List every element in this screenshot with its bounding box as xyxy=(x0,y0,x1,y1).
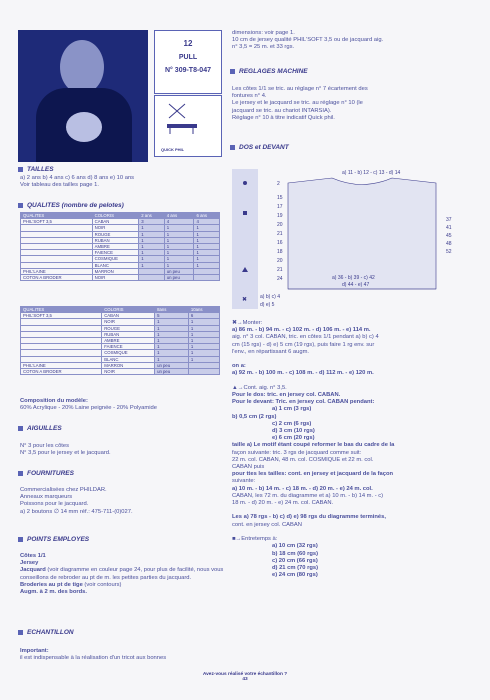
table-cell: 1 xyxy=(164,231,194,237)
instruction-line: pour ttes les tailles: cont. en jersey et jacquard de la façon xyxy=(232,471,394,478)
aiguilles-text: N° 3 pour les côtes N° 3,5 pour le jersey et le jacquard. xyxy=(20,443,111,457)
qualites-heading: QUALITES (nombre de pelotes) xyxy=(18,202,124,209)
diagram-bottom-1: a) b) c) 4 xyxy=(260,294,281,300)
table-cell: 1 xyxy=(139,256,164,262)
instruction-line: d) 21 cm (70 rgs) xyxy=(272,564,319,571)
table-cell: NOIR xyxy=(92,225,139,231)
garment-schematic xyxy=(232,163,472,315)
quick-phil-label: QUICK PHIL xyxy=(161,147,185,152)
diagram-right-number: 41 xyxy=(446,225,452,231)
table-cell: 1 xyxy=(164,237,194,243)
instruction-line: a) 92 m. - b) 100 m. - c) 108 m. - d) 112 m. - e) 120 m. xyxy=(232,370,374,377)
table-cell: 1 xyxy=(188,337,219,343)
table-cell: 1 xyxy=(188,319,219,325)
table-row xyxy=(21,368,220,374)
aiguilles-heading: AIGUILLES xyxy=(18,425,62,432)
table-cell: CABAN xyxy=(92,219,139,225)
table-cell: 4 xyxy=(194,219,220,225)
table-cell: NOIR xyxy=(102,319,155,325)
table-cell: RUBAN xyxy=(92,237,139,243)
table-cell: MARRON xyxy=(92,268,139,274)
instructions-text xyxy=(232,320,472,579)
instruction-line: cont. en jersey col. CABAN xyxy=(232,521,302,528)
diagram-left-number: 20 xyxy=(277,258,283,264)
table-cell: 1 xyxy=(194,237,220,243)
table-cell: 1 xyxy=(164,243,194,249)
diagram-left-number: 24 xyxy=(277,276,283,282)
table-cell: 1 xyxy=(188,331,219,337)
instruction-line: CABAN, les 72 m. du diagramme et a) 10 m. - b) 14 m. - c) xyxy=(232,492,384,499)
yarn-table-small-sizes xyxy=(20,212,220,281)
echantillon-text: Important: il est indispensable à la réalisation d'un tricot aux bonnes xyxy=(20,648,167,662)
instruction-line xyxy=(232,507,472,514)
table-cell: 1 xyxy=(139,237,164,243)
table-cell: FAIENCE xyxy=(92,250,139,256)
diagram-left-number: 18 xyxy=(277,249,283,255)
table-cell: 1 xyxy=(194,256,220,262)
instruction-line: 22 m. col. CABAN, 48 m. col. COSMIQUE et 22 m. col. xyxy=(232,456,374,463)
model-photo xyxy=(18,30,148,162)
echantillon-heading: ECHANTILLON xyxy=(18,629,74,636)
table-cell: un peu xyxy=(155,362,189,368)
table-cell: un peu xyxy=(164,274,194,280)
table-cell: 1 xyxy=(139,225,164,231)
table-cell: COTON A BRODER xyxy=(21,274,93,280)
table-cell: 1 xyxy=(139,250,164,256)
diagram-left-number: 15 xyxy=(277,195,283,201)
marker-square-icon xyxy=(243,211,247,215)
table-cell: un peu xyxy=(155,368,189,374)
model-reference: N° 309-T8-047 xyxy=(165,67,211,74)
table-cell: 4 xyxy=(164,219,194,225)
instruction-line: c) 20 cm (66 rgs) xyxy=(272,557,318,564)
table-cell: 1 xyxy=(155,350,189,356)
table-cell: PHIL'LAINE xyxy=(21,268,93,274)
table-cell: 5 xyxy=(155,313,189,319)
page-footer: Avez-vous réalisé votre échantillon ? 43 xyxy=(202,672,288,682)
diagram-left-number: 16 xyxy=(277,240,283,246)
reglages-heading: REGLAGES MACHINE xyxy=(230,68,308,75)
instruction-line: Pour le dos: tric. en jersey col. CABAN. xyxy=(232,392,341,399)
table-row xyxy=(21,274,220,280)
table-cell: ROUGE xyxy=(92,231,139,237)
table-header-cell: 6 ans xyxy=(194,213,220,219)
model-type: PULL xyxy=(178,54,198,61)
table-header-cell: 8ans xyxy=(155,307,189,313)
table-cell: RUBAN xyxy=(102,331,155,337)
table-cell: 1 xyxy=(155,325,189,331)
table-cell: COTON A BRODER xyxy=(21,368,102,374)
tailles-text: a) 2 ans b) 4 ans c) 6 ans d) 8 ans e) 10 ans Voir tableau des tailles page 1. xyxy=(20,175,135,189)
table-cell: ROUGE xyxy=(102,325,155,331)
table-cell: MARRON xyxy=(102,362,155,368)
table-header-cell: QUALITES xyxy=(21,213,93,219)
table-cell: 1 xyxy=(155,344,189,350)
instruction-line: e) 6 cm (20 rgs) xyxy=(272,435,315,442)
table-cell: 3 xyxy=(139,219,164,225)
table-cell: COSMIQUE xyxy=(102,350,155,356)
diagram-left-number: 19 xyxy=(277,213,283,219)
table-cell: COSMIQUE xyxy=(92,256,139,262)
table-cell: 1 xyxy=(188,325,219,331)
table-header-cell: 10ans xyxy=(188,307,219,313)
fournitures-heading: FOURNITURES xyxy=(18,470,74,477)
table-header-cell: COLORIS xyxy=(102,307,155,313)
table-cell xyxy=(139,274,164,280)
table-cell: 1 xyxy=(194,250,220,256)
table-cell: PHIL'SOFT 3,5 xyxy=(21,313,102,319)
table-cell: 6 xyxy=(188,313,219,319)
needle-icons-box xyxy=(154,95,222,157)
diagram-right-number: 52 xyxy=(446,249,452,255)
tailles-heading: TAILLES xyxy=(18,166,54,173)
table-cell: 1 xyxy=(164,225,194,231)
table-cell: NOIR xyxy=(102,368,155,374)
points-heading: POINTS EMPLOYES xyxy=(18,536,89,543)
table-cell: 1 xyxy=(188,344,219,350)
table-cell: FAIENCE xyxy=(102,344,155,350)
instruction-line xyxy=(232,378,472,385)
instruction-line: Les a) 78 rgs - b) c) d) e) 98 rgs du diagramme terminés, xyxy=(232,514,386,521)
table-cell: 1 xyxy=(194,262,220,268)
table-cell xyxy=(194,274,220,280)
instruction-line: 18 m. - d) 20 m. - e) 24 m. col. CABAN. xyxy=(232,500,334,507)
table-header-cell: 4 ans xyxy=(164,213,194,219)
instruction-line: Pour le devant: Tric. en jersey col. CABAN pendant: xyxy=(232,399,375,406)
instruction-line: c) 2 cm (6 rgs) xyxy=(272,420,312,427)
reglages-text: Les côtes 1/1 se tric. au réglage n° 7 écartement des fontures n° 4. Le jersey et le jacquard se tric. au réglage n° 10 (le jacquard se tric. au chariot INTARSIA). Réglage n° 10 à titre indicatif Quick phil. xyxy=(232,86,368,121)
instruction-line: taille a) Le motif étant coupé reformer le bas du cadre de la xyxy=(232,442,395,449)
table-cell: AMBRE xyxy=(92,243,139,249)
instruction-line: b) 0,5 cm (2 rgs) xyxy=(232,413,277,420)
instruction-line: a) 86 m. - b) 94 m. - c) 102 m. - d) 106 m. - e) 114 m. xyxy=(232,327,371,334)
diagram-right-number: 48 xyxy=(446,241,452,247)
instruction-line xyxy=(232,529,472,536)
points-text: Côtes 1/1 Jersey Jacquard (voir diagramme en couleur page 24, pour plus de facilité, nous vous conseillons de rebroder au pt de m. les petites parties du jacquard. Broderies au pt de tige (voir contours) Augm. à 2 m. des bords. xyxy=(20,553,224,596)
table-cell: 1 xyxy=(155,331,189,337)
marker-dot-icon xyxy=(243,181,247,185)
table-cell: 1 xyxy=(188,356,219,362)
table-cell: 1 xyxy=(155,356,189,362)
diagram-left-number: 20 xyxy=(277,222,283,228)
table-cell: 1 xyxy=(194,225,220,231)
table-cell: 1 xyxy=(164,262,194,268)
table-cell: 1 xyxy=(139,262,164,268)
table-cell: 1 xyxy=(164,256,194,262)
table-cell: 1 xyxy=(139,231,164,237)
table-cell: BLANC xyxy=(102,356,155,362)
instruction-line: suivante: xyxy=(232,478,256,485)
echantillon-continued: dimensions: voir page 1. 10 cm de jersey qualité PHIL'SOFT 3,5 ou de jacquard aig. n° 3,5 = 25 m. et 33 rgs. xyxy=(232,30,384,51)
diagram-bottom-2: d) e) 5 xyxy=(260,302,275,308)
diagram-left-number: 21 xyxy=(277,231,283,237)
diagram-width-1: a) 36 - b) 39 - c) 42 xyxy=(332,275,375,281)
composition-block: Composition du modèle: 60% Acrylique - 20% Laine peignée - 20% Polyamide xyxy=(20,398,157,412)
table-header-cell: COLORIS xyxy=(92,213,139,219)
table-cell: NOIR xyxy=(92,274,139,280)
table-cell: PHIL'LAINE xyxy=(21,362,102,368)
instruction-line: cm (15 rgs) - d) e) 5 cm (19 rgs), puis faire 1 rg env. sur xyxy=(232,341,375,348)
instruction-line xyxy=(232,356,472,363)
instruction-line: a) 1 cm (3 rgs) xyxy=(272,406,312,413)
table-cell: AMBRE xyxy=(102,337,155,343)
instruction-line: e) 24 cm (80 rgs) xyxy=(272,572,318,579)
marker-cross-icon: ✖ xyxy=(242,297,248,303)
instruction-line: b) 18 cm (60 rgs) xyxy=(272,550,319,557)
instruction-line: on a: xyxy=(232,363,246,370)
diagram-two: 2 xyxy=(277,181,280,187)
table-header-cell: QUALITES xyxy=(21,307,102,313)
instruction-line: d) 3 cm (10 rgs) xyxy=(272,428,315,435)
instruction-line: aig. n° 3 col. CABAN, tric. en côtes 1/1 pendant a) b) c) 4 xyxy=(232,334,379,341)
yarn-table-large-sizes xyxy=(20,306,220,375)
needles-icon xyxy=(155,96,221,141)
table-header-cell: 2 ans xyxy=(139,213,164,219)
instruction-line: ▲→Cont. aig. n° 3,5. xyxy=(232,384,287,391)
instruction-line: façon suivante: tric. 3 rgs de jacquard comme suit: xyxy=(232,449,362,456)
table-cell: un peu xyxy=(164,268,194,274)
diagram-right-number: 45 xyxy=(446,233,452,239)
diagram-width-2: d) 44 - e) 47 xyxy=(342,282,370,288)
table-cell: 1 xyxy=(155,337,189,343)
table-cell: CABAN xyxy=(102,313,155,319)
model-info-box xyxy=(154,30,222,94)
diagram-left-number: 21 xyxy=(277,267,283,273)
table-cell: PHIL'SOFT 3,5 xyxy=(21,219,93,225)
table-cell xyxy=(188,368,219,374)
model-number: 12 xyxy=(183,39,193,48)
table-cell: 1 xyxy=(155,319,189,325)
dos-devant-heading: DOS et DEVANT xyxy=(230,144,289,151)
instruction-line: a) 10 cm (32 rgs) xyxy=(272,543,318,550)
diagram-right-number: 37 xyxy=(446,217,452,223)
instruction-line: ■→Entretemps à: xyxy=(232,536,278,543)
table-cell: 1 xyxy=(139,243,164,249)
instruction-line: a) 10 m. - b) 14 m. - c) 18 m. - d) 20 m. - e) 24 m. col. xyxy=(232,485,373,492)
diagram-left-number: 17 xyxy=(277,204,283,210)
fournitures-text: Commercialisées chez PHILDAR. Anneaux marqueurs Poissons pour le jacquard. a) 2 boutons ∅ 14 mm réf.: 475-711-(0)027. xyxy=(20,487,133,515)
diagram-top-measure: a) 11 - b) 12 - c) 13 - d) 14 xyxy=(342,170,401,176)
table-cell: 1 xyxy=(194,243,220,249)
table-cell: 1 xyxy=(188,350,219,356)
table-cell: 1 xyxy=(194,231,220,237)
instruction-line: CABAN puis xyxy=(232,464,265,471)
table-cell: 1 xyxy=(164,250,194,256)
instruction-line: ✖→Monter: xyxy=(232,320,263,326)
instruction-line: l'env., en répartissant 6 augm. xyxy=(232,348,310,355)
table-cell: BLANC xyxy=(92,262,139,268)
